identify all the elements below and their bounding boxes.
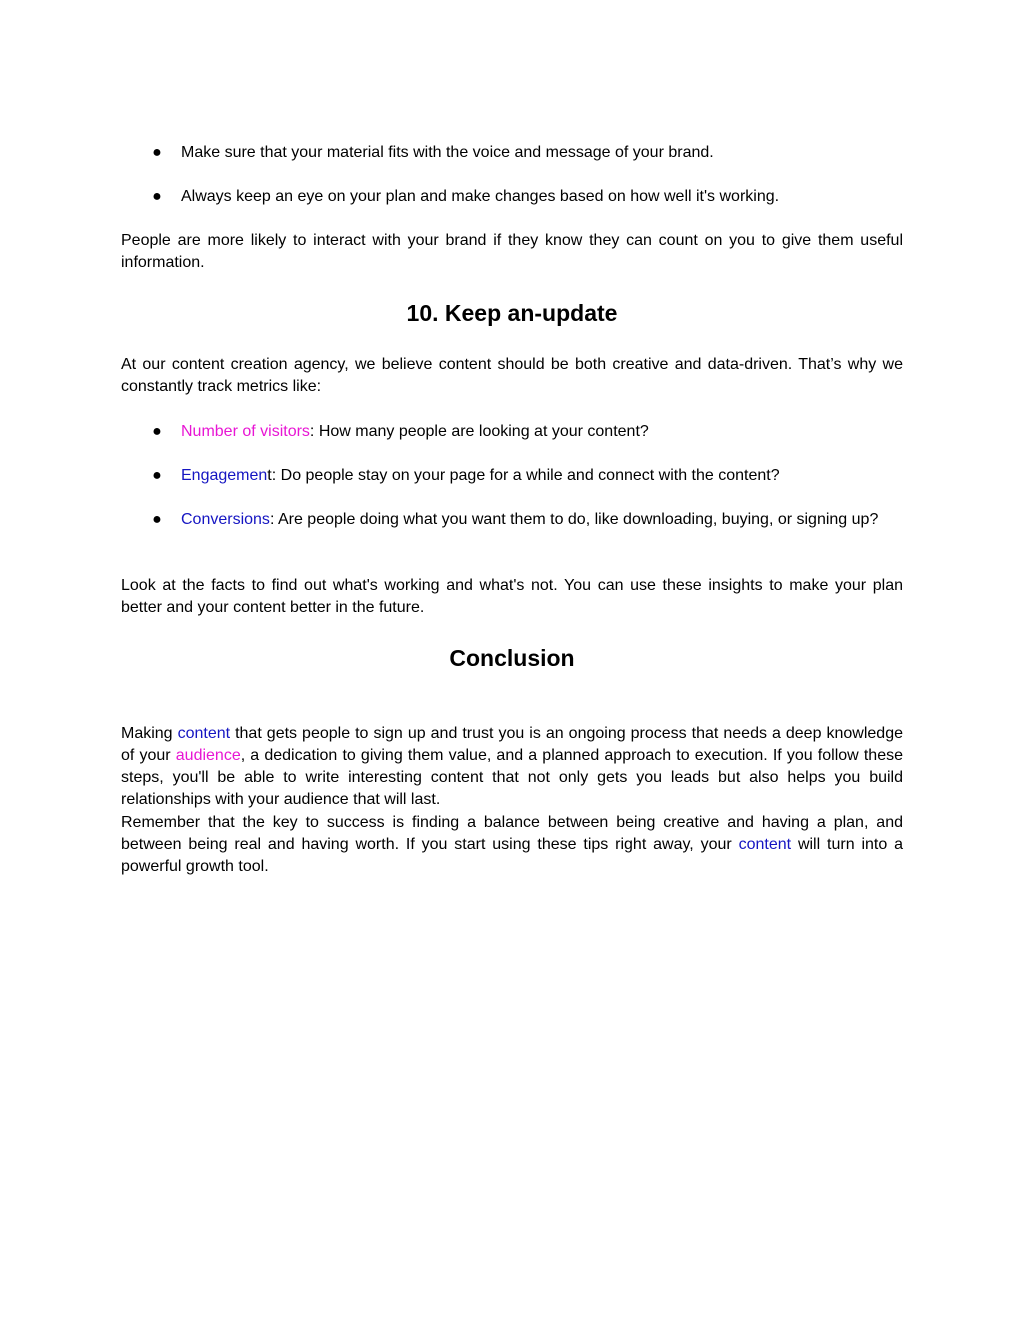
bullet-icon: ●	[152, 467, 162, 484]
conclusion-heading: Conclusion	[449, 645, 575, 671]
metric-description: : How many people are looking at your content?	[309, 423, 649, 440]
text-run: , a dedication to giving them value, and a planned approach to execution. If you follow these steps, you'll be able to write interesting content that not only gets you leads but also helps you build relationships with your audience that will last.	[121, 747, 904, 808]
text-run: that gets people to sign up and trust you is an ongoing process that needs a deep knowledge of your	[121, 725, 903, 764]
link-content[interactable]: content	[177, 725, 231, 742]
link-number-of-visitors[interactable]: Number of visitors	[181, 423, 310, 440]
paragraph-outro: Look at the facts to find out what's working and what's not. You can use these insights to make your plan better and your content better in the future.	[121, 577, 903, 616]
link-content[interactable]: content	[738, 836, 792, 853]
bullet-icon: ●	[152, 188, 162, 205]
bullet-icon: ●	[152, 144, 162, 161]
list-item-metric	[121, 509, 903, 531]
metric-description: : Are people doing what you want them to do, like downloading, buying, or signing up?	[269, 511, 879, 528]
list-item	[121, 186, 903, 208]
list-item	[121, 142, 903, 164]
link-conversions[interactable]: Conversions	[181, 511, 270, 528]
list-item-metric	[121, 465, 903, 487]
paragraph-intro: At our content creation agency, we believe content should be both creative and data-driven. That’s why we constantly track metrics like:	[121, 356, 903, 395]
list-item-text: Always keep an eye on your plan and make changes based on how well it's working.	[181, 188, 780, 205]
conclusion-paragraph-1	[121, 723, 903, 811]
link-engagement[interactable]: Engagemen	[181, 467, 268, 484]
conclusion-paragraph-2	[121, 812, 903, 878]
text-run: Making	[121, 725, 178, 742]
section-heading: 10. Keep an-update	[406, 300, 618, 326]
text-run: will turn into a powerful growth tool.	[121, 836, 904, 875]
list-item-metric	[121, 421, 903, 443]
bullet-icon: ●	[152, 423, 162, 440]
paragraph-people: People are more likely to interact with your brand if they know they can count on you to give them useful information.	[121, 232, 903, 271]
link-audience[interactable]: audience	[175, 747, 241, 764]
list-item-text: Make sure that your material fits with the voice and message of your brand.	[181, 144, 714, 161]
bullet-icon: ●	[152, 511, 162, 528]
metric-description: t: Do people stay on your page for a while and connect with the content?	[267, 467, 780, 484]
text-run: Remember that the key to success is finding a balance between being creative and having a plan, and between being real and having worth. If you start using these tips right away, your	[121, 814, 903, 853]
